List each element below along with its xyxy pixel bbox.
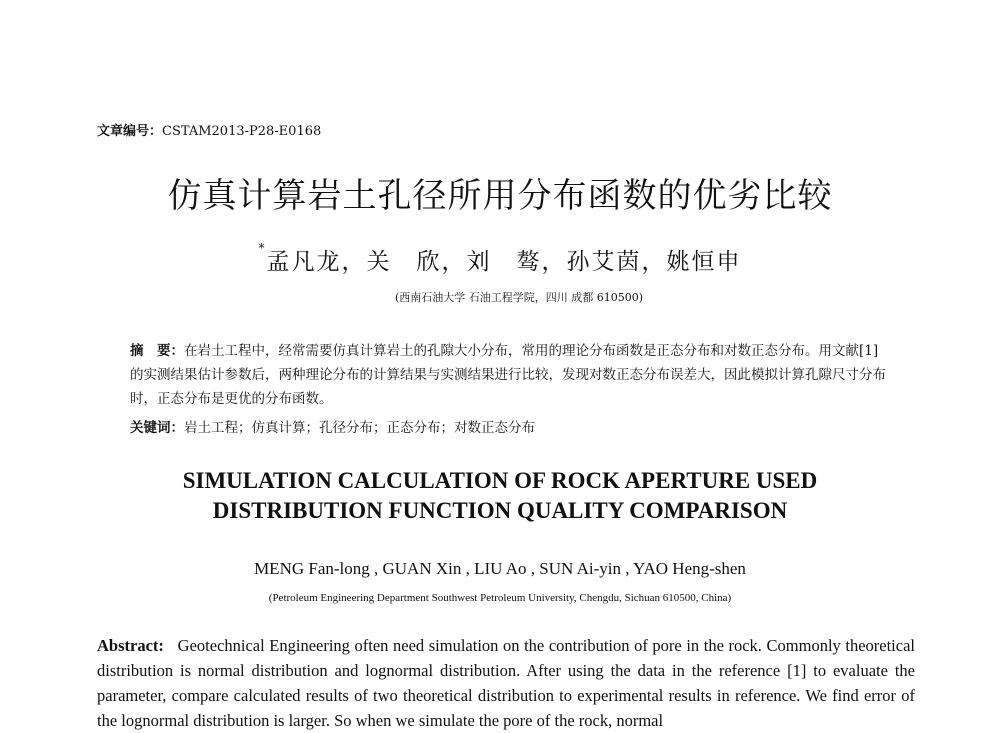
- chinese-affiliation: (西南石油大学 石油工程学院，四川 成都 610500): [395, 291, 644, 304]
- chinese-keywords: [130, 416, 890, 436]
- article-number-value: CSTAM2013-P28-E0168: [162, 124, 322, 139]
- english-title: [0, 466, 1000, 526]
- article-number-label: 文章编号：: [97, 124, 163, 139]
- english-authors: MENG Fan-long , GUAN Xin , LIU Ao , SUN Ai-yin , YAO Heng-shen: [254, 559, 746, 578]
- english-abstract-text: Geotechnical Engineering often need simulation on the contribution of pore in the rock. Commonly theoretical distribution is normal distribution and lognormal distribution. After using the data in the reference [1] to evaluate the parameter, compare calculated results of two theoretical distribution to experimental results in reference. We find error of the lognormal distribution is larger. So when we simulate the pore of the rock, normal: [97, 636, 915, 730]
- chinese-abstract-text: 在岩土工程中，经常需要仿真计算岩土的孔隙大小分布，常用的理论分布函数是正态分布和对数正态分布。用文献[1]的实测结果估计参数后，两种理论分布的计算结果与实测结果进行比较，发现对数正态分布误差大，因此模拟计算孔隙尺寸分布时，正态分布是更优的分布函数。: [130, 343, 886, 407]
- chinese-keywords-label: 关键词：: [130, 420, 184, 436]
- english-title-line-2: DISTRIBUTION FUNCTION QUALITY COMPARISON: [212, 498, 788, 523]
- chinese-author-names: 孟凡龙，关 欣，刘 骜，孙艾茵，姚恒申: [266, 249, 742, 275]
- chinese-abstract: [130, 339, 890, 411]
- english-title-line-1: SIMULATION CALCULATION OF ROCK APERTURE USED: [182, 468, 818, 493]
- chinese-title: 仿真计算岩土孔径所用分布函数的优劣比较: [167, 176, 833, 216]
- chinese-authors: [0, 243, 1000, 276]
- english-abstract-label: Abstract:: [97, 636, 164, 655]
- article-number: [97, 120, 321, 139]
- english-abstract: [97, 633, 915, 733]
- chinese-keywords-text: 岩土工程；仿真计算；孔径分布；正态分布；对数正态分布: [184, 420, 535, 436]
- english-affiliation: (Petroleum Engineering Department Southwest Petroleum University, Chengdu, Sichuan 610500, China): [268, 592, 732, 604]
- chinese-abstract-label: 摘 要：: [130, 343, 184, 359]
- corresponding-author-mark: *: [258, 241, 267, 255]
